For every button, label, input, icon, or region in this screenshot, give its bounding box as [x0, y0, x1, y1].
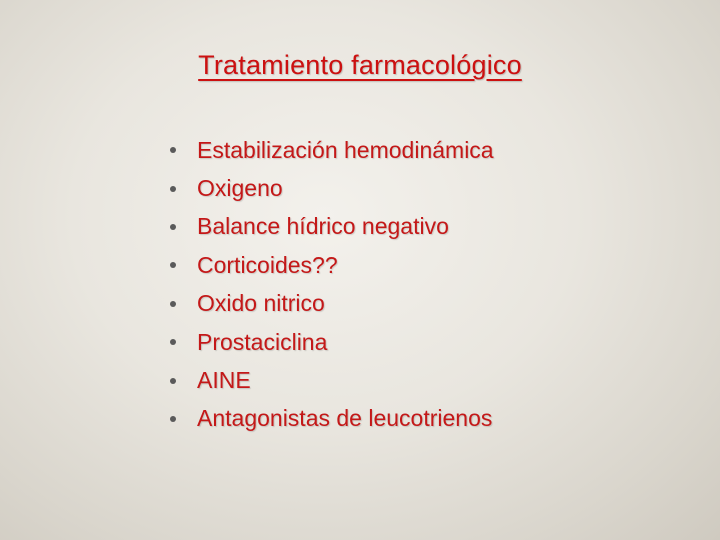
list-item	[170, 285, 494, 323]
bullet-icon	[170, 147, 176, 153]
list-item	[170, 169, 494, 207]
list-item	[170, 400, 494, 438]
bullet-icon	[170, 339, 176, 345]
bullet-icon	[170, 186, 176, 192]
bullet-icon	[170, 378, 176, 384]
list-item-text: Antagonistas de leucotrienos	[197, 405, 493, 432]
bullet-icon	[170, 416, 176, 422]
bullet-icon	[170, 224, 176, 230]
list-item-text: Oxigeno	[197, 175, 283, 202]
list-item	[170, 208, 494, 246]
list-item-text: Balance hídrico negativo	[197, 213, 449, 240]
list-item	[170, 131, 494, 169]
list-item	[170, 361, 494, 399]
bullet-icon	[170, 301, 176, 307]
bullet-list	[170, 131, 494, 438]
bullet-icon	[170, 262, 176, 268]
list-item-text: Oxido nitrico	[197, 290, 325, 317]
list-item-text: Estabilización hemodinámica	[197, 136, 494, 163]
slide-title: Tratamiento farmacológico	[198, 50, 522, 80]
list-item-text: AINE	[197, 367, 251, 394]
list-item-text: Prostaciclina	[197, 328, 328, 355]
list-item	[170, 323, 494, 361]
list-item-text: Corticoides??	[197, 251, 338, 278]
list-item	[170, 246, 494, 284]
